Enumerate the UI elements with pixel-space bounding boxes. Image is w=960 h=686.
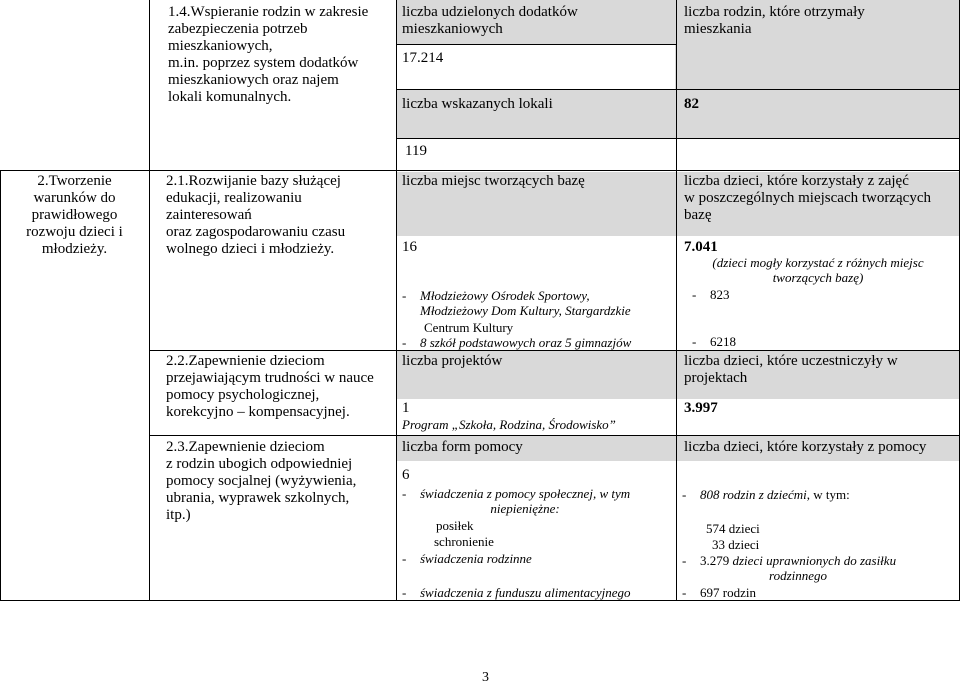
forms-item-2 <box>402 551 532 566</box>
places-item-2-text: 8 szkół podstawowych oraz 5 gimnazjów <box>420 335 632 350</box>
forms-sub-1: posiłek <box>436 518 474 533</box>
forms-item-1-text: świadczenia z pomocy społecznej, w tym niepieniężne: <box>420 486 631 516</box>
help-item-2 <box>682 553 896 583</box>
list-dash: - <box>402 551 407 566</box>
forms-sub-2: schronienie <box>434 534 494 549</box>
list-dash: - <box>402 585 407 600</box>
ind-projects-program: Program „Szkoła, Rodzina, Środowisko” <box>402 417 616 432</box>
help-item-1-text <box>700 487 850 502</box>
ind-indicated-premises-value: 82 <box>684 96 699 112</box>
help-item-2-text <box>700 553 896 583</box>
list-dash: - <box>682 553 687 568</box>
ind-housing-allowances-label: liczba udzielonych dodatków mieszkaniowych <box>402 4 578 37</box>
forms-item-2-text: świadczenia rodzinne <box>420 551 532 566</box>
task-2-1-text: 2.1.Rozwijanie bazy służącej edukacji, realizowaniu zainteresowań oraz zagospodarowaniu czasu wolnego dzieci i młodzieży. <box>166 173 346 257</box>
help-sub-2: 33 dzieci <box>712 537 760 552</box>
places-centrum: Centrum Kultury <box>424 320 514 335</box>
grid-line <box>0 600 960 601</box>
help-item-2-rest: dzieci uprawnionych do zasiłku rodzinnego <box>732 553 897 583</box>
help-item-1-italic: 808 rodzin z dziećmi <box>700 487 807 502</box>
ind-projects-label: liczba projektów <box>402 353 503 369</box>
help-item-2-number: 3.279 <box>700 553 730 568</box>
list-dash: - <box>402 288 407 303</box>
ind-families-housing-label: liczba rodzin, które otrzymały mieszkania <box>684 4 865 37</box>
children-item-2-text: 6218 <box>710 334 736 349</box>
grid-line <box>0 170 1 601</box>
grid-line <box>149 0 150 601</box>
ind-forms-value: 6 <box>402 467 410 483</box>
ind-places-value: 16 <box>402 239 417 255</box>
help-item-1-rest: , w tym: <box>806 487 850 502</box>
grid-line <box>397 89 960 90</box>
list-dash: - <box>692 287 697 302</box>
forms-item-1 <box>402 486 674 516</box>
forms-item-3-text: świadczenia z funduszu alimentacyjnego <box>420 585 631 600</box>
ind-children-label: liczba dzieci, które korzystały z zajęć w poszczególnych miejscach tworzących bazę <box>684 173 931 223</box>
ind-proj-children-value: 3.997 <box>684 400 718 416</box>
places-item-2 <box>402 335 674 350</box>
list-dash: - <box>402 335 407 350</box>
ind-places-label: liczba miejsc tworzących bazę <box>402 173 585 189</box>
grid-line <box>397 44 676 45</box>
task-2-3-text: 2.3.Zapewnienie dzieciom z rodzin ubogich odpowiedniej pomocy socjalnej (wyżywienia, ubrania, wyprawek szkolnych, itp.) <box>166 439 357 523</box>
ind-families-housing-value: 119 <box>405 143 427 159</box>
ind-projects-value: 1 <box>402 400 410 416</box>
ind-housing-allowances-value: 17.214 <box>402 50 444 66</box>
task-2-2-text: 2.2.Zapewnienie dzieciom przejawiającym trudności w nauce pomocy psychologicznej, korekcyjno – kompensacyjnej. <box>166 353 374 420</box>
forms-item-3 <box>402 585 631 600</box>
ind-children-value: 7.041 <box>684 239 718 255</box>
list-dash: - <box>682 487 687 502</box>
grid-line <box>150 435 960 436</box>
places-item-1 <box>402 288 674 318</box>
children-item-1-text: 823 <box>710 287 730 302</box>
grid-line <box>396 0 397 601</box>
goal-2-text: 2.Tworzenie warunków do prawidłowego rozwoju dzieci i młodzieży. <box>26 173 123 257</box>
ind-indicated-premises-label: liczba wskazanych lokali <box>402 96 553 112</box>
grid-line <box>676 0 677 601</box>
children-item-2 <box>692 334 736 349</box>
list-dash: - <box>402 486 407 501</box>
help-item-1 <box>682 487 850 502</box>
places-item-1-text: Młodzieżowy Ośrodek Sportowy, Młodzieżowy Dom Kultury, Stargardzkie <box>420 288 631 318</box>
help-sub-1: 574 dzieci <box>706 521 760 536</box>
help-item-3 <box>682 585 756 600</box>
task-1-4-text: 1.4.Wspieranie rodzin w zakresie zabezpieczenia potrzeb mieszkaniowych, m.in. poprzez system dodatków mieszkaniowych oraz najem lokali komunalnych. <box>168 4 369 105</box>
ind-forms-label: liczba form pomocy <box>402 439 523 455</box>
grid-line <box>0 170 960 171</box>
children-item-1 <box>692 287 730 302</box>
grid-line <box>397 138 960 139</box>
page-number: 3 <box>482 670 489 685</box>
ind-help-children-label: liczba dzieci, które korzystały z pomocy <box>684 439 927 455</box>
list-dash: - <box>692 334 697 349</box>
grid-line <box>150 350 960 351</box>
list-dash: - <box>682 585 687 600</box>
help-item-3-text: 697 rodzin <box>700 585 756 600</box>
ind-children-note: (dzieci mogły korzystać z różnych miejsc tworzących bazę) <box>712 255 924 285</box>
ind-proj-children-label: liczba dzieci, które uczestniczyły w projektach <box>684 353 898 386</box>
